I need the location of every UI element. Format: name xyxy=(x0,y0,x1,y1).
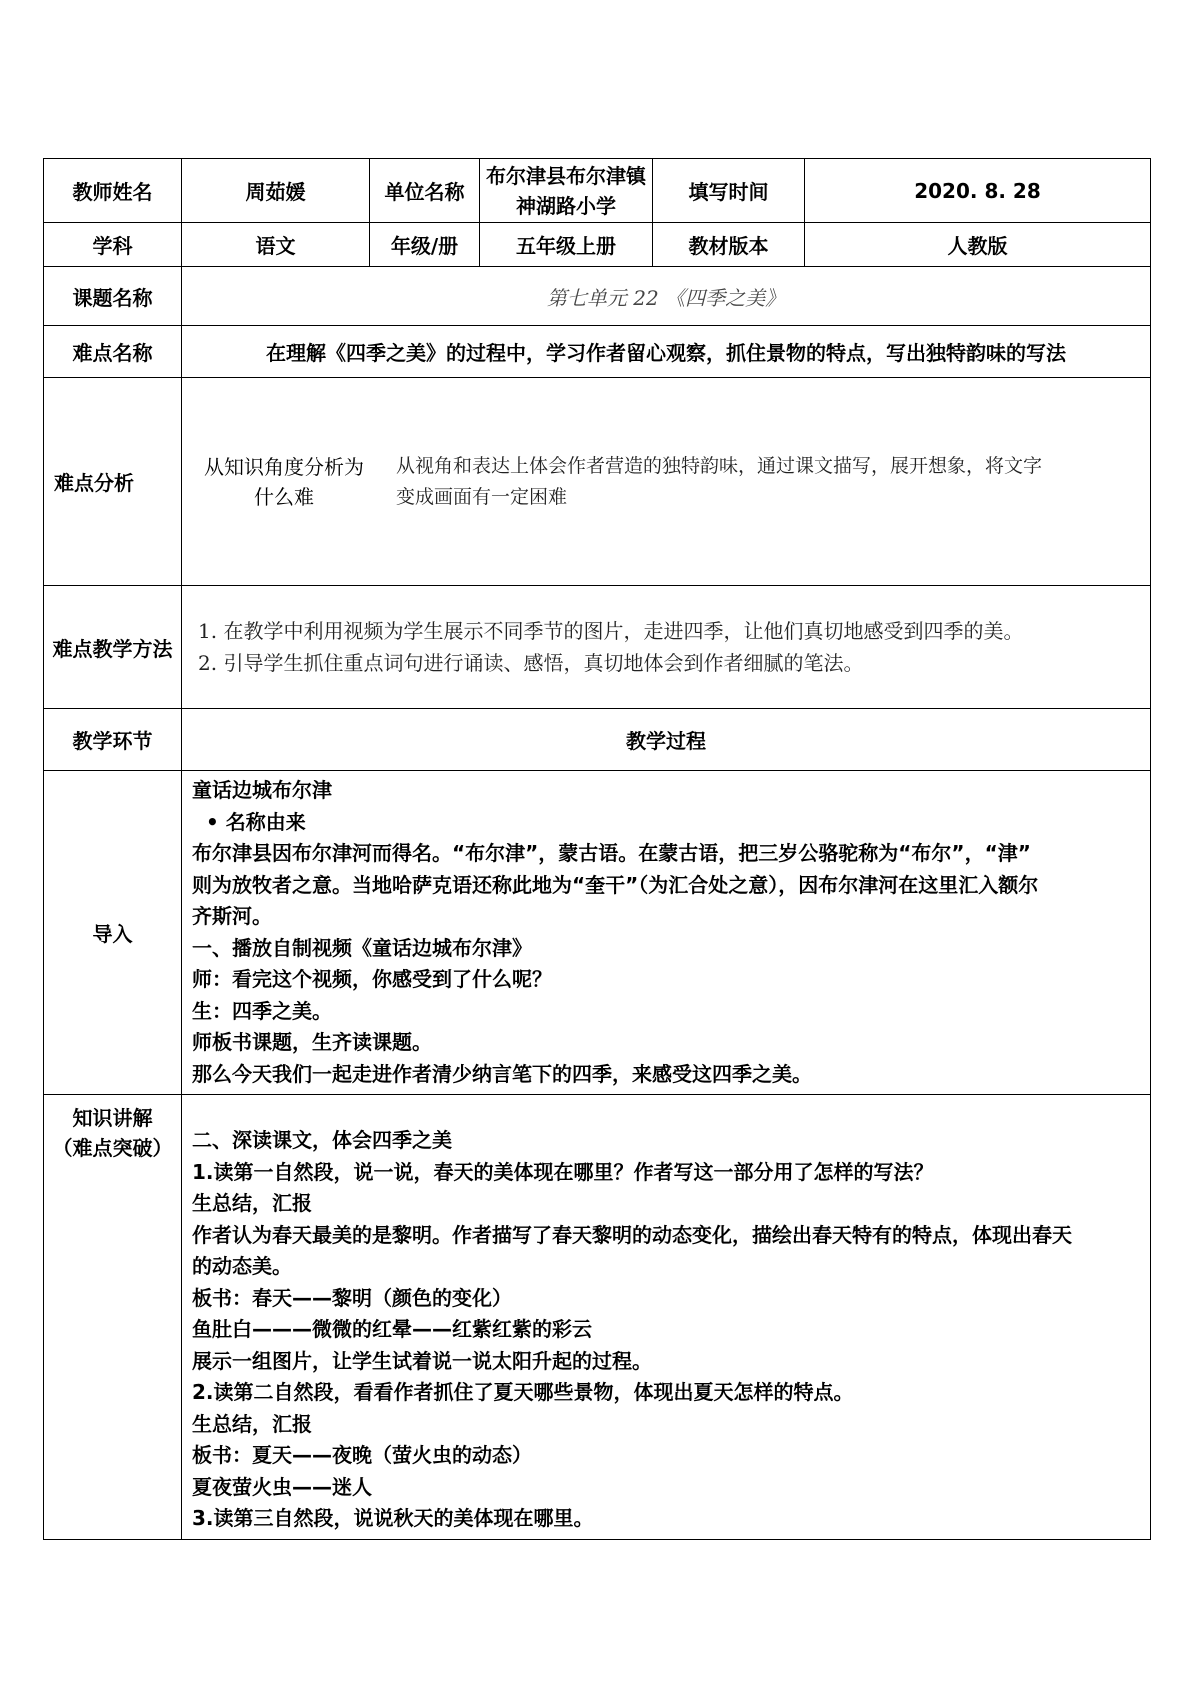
knowledge-line: 鱼肚白———微微的红晕——红紫红紫的彩云 xyxy=(192,1317,592,1341)
method-value xyxy=(182,586,1151,709)
grade-label: 年级/册 xyxy=(370,223,480,267)
knowledge-line: 3.读第三自然段，说说秋天的美体现在哪里。 xyxy=(192,1506,594,1530)
fill-date-label: 填写时间 xyxy=(653,159,805,223)
knowledge-line: 生总结，汇报 xyxy=(192,1191,312,1215)
teacher-name-value: 周茹媛 xyxy=(182,159,370,223)
analysis-label: 难点分析 xyxy=(44,378,182,586)
knowledge-line: 2.读第二自然段，看看作者抓住了夏天哪些景物，体现出夏天怎样的特点。 xyxy=(192,1380,854,1404)
topic-value: 第七单元 22 《四季之美》 xyxy=(182,267,1151,326)
difficulty-value: 在理解《四季之美》的过程中，学习作者留心观察，抓住景物的特点，写出独特韵味的写法 xyxy=(182,326,1151,378)
analysis-cell xyxy=(182,378,1151,586)
intro-line: 师板书课题，生齐读课题。 xyxy=(192,1030,432,1054)
analysis-value xyxy=(386,379,1150,585)
lesson-plan-table xyxy=(43,158,1151,1540)
knowledge-line: 板书：春天——黎明（颜色的变化） xyxy=(192,1285,512,1310)
knowledge-line: 板书：夏天——夜晚（萤火虫的动态） xyxy=(192,1443,532,1467)
row-knowledge xyxy=(44,1095,1151,1540)
row-difficulty xyxy=(44,326,1151,378)
method-label: 难点教学方法 xyxy=(44,586,182,709)
analysis-value-line1: 从视角和表达上体会作者营造的独特韵味，通过课文描写，展开想象，将文字 xyxy=(396,454,1043,477)
row-topic xyxy=(44,267,1151,326)
knowledge-line: 夏夜萤火虫——迷人 xyxy=(192,1474,372,1499)
teacher-name-label: 教师姓名 xyxy=(44,159,182,223)
intro-line: 布尔津县因布尔津河而得名。“布尔津”，蒙古语。在蒙古语，把三岁公骆驼称为“布尔”，“津” xyxy=(192,841,1031,865)
intro-line: 则为放牧者之意。当地哈萨克语还称此地为“奎干”（为汇合处之意），因布尔津河在这里汇入额尔 xyxy=(192,872,1039,897)
unit-name-line1: 布尔津县布尔津镇 xyxy=(486,163,646,188)
knowledge-label-line2: （难点突破） xyxy=(52,1136,173,1160)
knowledge-line: 的动态美。 xyxy=(192,1254,292,1278)
edition-value: 人教版 xyxy=(805,223,1151,267)
analysis-sub-label-line1: 从知识角度分析为 xyxy=(204,454,364,479)
row-method xyxy=(44,586,1151,709)
method-item-2: 2. 引导学生抓住重点词句进行诵读、感悟，真切地体会到作者细腻的笔法。 xyxy=(198,651,864,675)
intro-line: 童话边城布尔津 xyxy=(192,778,332,802)
row-subject xyxy=(44,223,1151,267)
row-teacher xyxy=(44,159,1151,223)
grade-value: 五年级上册 xyxy=(480,223,653,267)
difficulty-label: 难点名称 xyxy=(44,326,182,378)
intro-line: 齐斯河。 xyxy=(192,904,272,928)
process-label: 教学过程 xyxy=(182,709,1151,771)
subject-value: 语文 xyxy=(182,223,370,267)
analysis-sub-label xyxy=(182,379,386,585)
unit-name-line2: 神湖路小学 xyxy=(516,193,616,218)
unit-name-label: 单位名称 xyxy=(370,159,480,223)
knowledge-line: 生总结，汇报 xyxy=(192,1411,312,1436)
topic-label: 课题名称 xyxy=(44,267,182,326)
analysis-inner xyxy=(182,379,1150,585)
edition-label: 教材版本 xyxy=(653,223,805,267)
intro-line: 一、播放自制视频《童话边城布尔津》 xyxy=(192,935,532,960)
knowledge-line: 1.读第一自然段，说一说，春天的美体现在哪里？作者写这一部分用了怎样的写法？ xyxy=(192,1159,934,1184)
knowledge-label-line1: 知识讲解 xyxy=(72,1106,153,1130)
knowledge-line: 二、深读课文，体会四季之美 xyxy=(192,1128,452,1152)
knowledge-line xyxy=(192,1099,1140,1125)
fill-date-value: 2020. 8. 28 xyxy=(805,159,1151,223)
row-process-header xyxy=(44,709,1151,771)
method-item-1: 1. 在教学中利用视频为学生展示不同季节的图片，走进四季，让他们真切地感受到四季的美。 xyxy=(198,619,1024,643)
intro-line: • 名称由来 xyxy=(206,809,306,834)
subject-label: 学科 xyxy=(44,223,182,267)
intro-line: 那么今天我们一起走进作者清少纳言笔下的四季，来感受这四季之美。 xyxy=(192,1061,812,1086)
intro-line: 师：看完这个视频，你感受到了什么呢？ xyxy=(192,967,552,991)
row-intro xyxy=(44,771,1151,1095)
row-analysis xyxy=(44,378,1151,586)
process-step-label: 教学环节 xyxy=(44,709,182,771)
analysis-value-line2: 变成画面有一定困难 xyxy=(396,485,568,508)
knowledge-label xyxy=(44,1095,182,1540)
intro-line: 生：四季之美。 xyxy=(192,998,332,1023)
knowledge-line: 作者认为春天最美的是黎明。作者描写了春天黎明的动态变化，描绘出春天特有的特点，体现出春天 xyxy=(192,1222,1072,1247)
intro-label: 导入 xyxy=(44,771,182,1095)
analysis-sub-label-line2: 什么难 xyxy=(254,484,314,509)
unit-name-value xyxy=(480,159,653,223)
knowledge-content xyxy=(182,1095,1151,1540)
intro-content xyxy=(182,771,1151,1095)
knowledge-line: 展示一组图片，让学生试着说一说太阳升起的过程。 xyxy=(192,1348,652,1373)
